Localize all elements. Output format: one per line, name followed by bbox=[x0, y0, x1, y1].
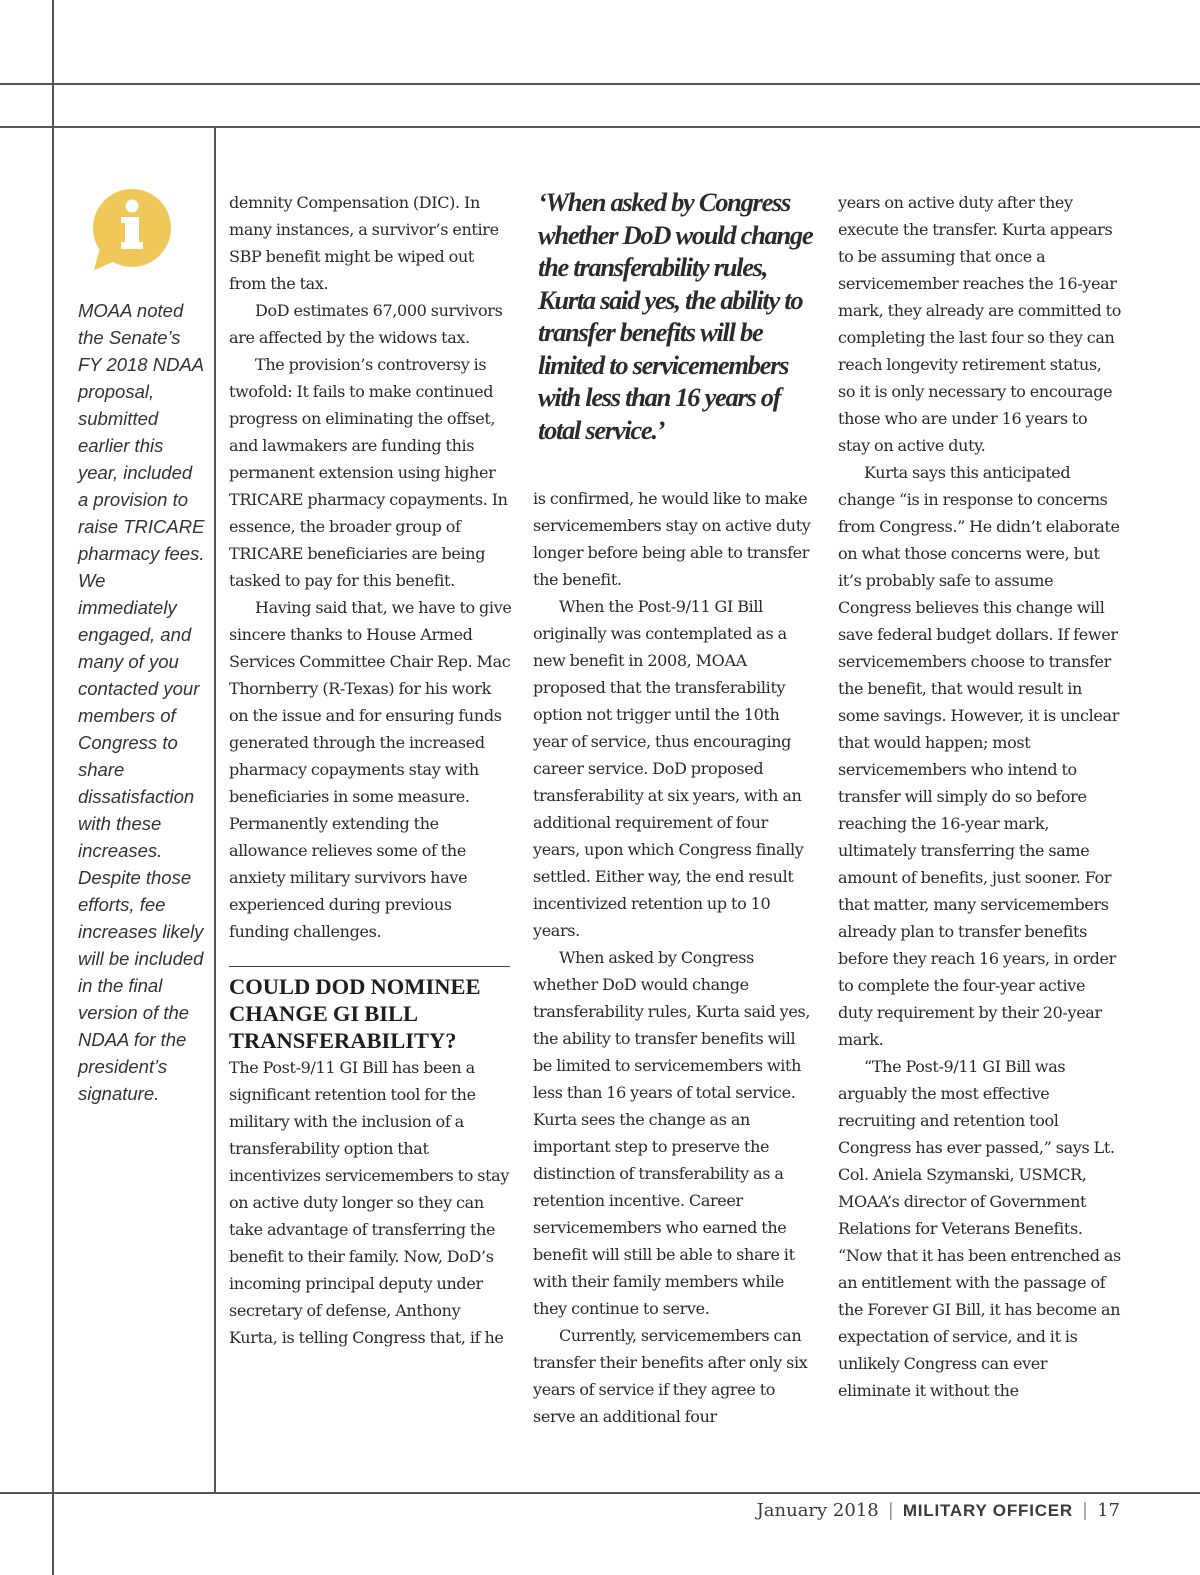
page-footer bbox=[757, 1500, 1120, 1521]
paragraph: The provision’s controversy is twofold: It fails to make continued progress on eliminating the offset, and lawmakers are funding this permanent extension using higher TRICARE pharmacy copayments. In essence, the broader group of TRICARE beneficiaries are being tasked to pay for this benefit. bbox=[229, 355, 508, 590]
paragraph: When asked by Congress whether DoD would change transferability rules, Kurta said yes, the ability to transfer benefits will be limited to servicemembers with less than 16 years of total service. Kurta sees the change as an important step to preserve the distinction of transferability as a retention incentive. Career servicemembers who earned the benefit will still be able to share it with their family members while they continue to serve. bbox=[533, 948, 811, 1318]
top-rule bbox=[0, 83, 1200, 85]
paragraph: is confirmed, he would like to make servicemembers stay on active duty longer before being able to transfer the benefit. bbox=[533, 489, 811, 589]
footer-date: January 2018 bbox=[756, 1500, 879, 1521]
footer-rule bbox=[0, 1492, 1200, 1494]
section-subhead: COULD DOD NOMINEE CHANGE GI BILL TRANSFERABILITY? bbox=[229, 974, 481, 1053]
article-column-3 bbox=[838, 189, 1122, 1404]
left-margin-rule bbox=[52, 0, 54, 1575]
sidebar-note: MOAA noted the Senate’s FY 2018 NDAA proposal, submitted earlier this year, included a provision to raise TRICARE pharmacy fees. We immediately engaged, and many of you contacted your members of Congress to share dissatisfaction with these increases. Despite those efforts, fee increases likely will be included in the final version of the NDAA for the president’s signature. bbox=[78, 300, 205, 1104]
footer-publication: MILITARY OFFICER bbox=[902, 1501, 1074, 1520]
paragraph: years on active duty after they execute the transfer. Kurta appears to be assuming that once a servicemember reaches the 16-year mark, they already are committed to completing the last four so they can reach longevity retirement status, so it is only necessary to encourage those who are under 16 years to stay on active duty. bbox=[838, 193, 1122, 455]
paragraph: demnity Compensation (DIC). In many instances, a survivor’s entire SBP benefit might be wiped out from the tax. bbox=[229, 193, 499, 293]
paragraph: The Post-9/11 GI Bill has been a significant retention tool for the military with the inclusion of a transferability option that incentivizes servicemembers to stay on active duty longer so they can take advantage of transferring the benefit to their family. Now, DoD’s incoming principal deputy under secretary of defense, Anthony Kurta, is telling Congress that, if he bbox=[229, 1058, 510, 1347]
header-rule bbox=[0, 126, 1200, 128]
paragraph: “The Post-9/11 GI Bill was arguably the most effective recruiting and retention tool Congress has ever passed,” says Lt. Col. Aniela Szymanski, USMCR, MOAA’s director of Government Relations for Veterans Benefits. “Now that it has been entrenched as an entitlement with the passage of the Forever GI Bill, it has become an expectation of service, and it is unlikely Congress can ever eliminate it without the bbox=[838, 1057, 1121, 1400]
info-icon bbox=[88, 186, 176, 276]
footer-separator: | bbox=[1082, 1500, 1089, 1521]
subhead-rule bbox=[229, 966, 510, 967]
pull-quote: ‘When asked by Congress whether DoD would change the transferability rules, Kurta said yes, the ability to transfer benefits will be limited to servicemembers with less than 16 years of total service.’ bbox=[538, 187, 813, 445]
page-number: 17 bbox=[1097, 1500, 1120, 1521]
paragraph: Having said that, we have to give sincere thanks to House Armed Services Committee Chair Rep. Mac Thornberry (R-Texas) for his work on the issue and for ensuring funds generated through the increased pharmacy copayments stay with beneficiaries in some measure. Permanently extending the allowance relieves some of the anxiety military survivors have experienced during previous funding challenges. bbox=[229, 598, 512, 941]
footer-separator: | bbox=[887, 1500, 894, 1521]
sidebar-divider-rule bbox=[214, 126, 216, 1494]
paragraph: When the Post-9/11 GI Bill originally was contemplated as a new benefit in 2008, MOAA proposed that the transferability option not trigger until the 10th year of service, thus encouraging career service. DoD proposed transferability at six years, with an additional requirement of four years, upon which Congress finally settled. Either way, the end result incentivized retention up to 10 years. bbox=[533, 597, 804, 940]
article-column-2 bbox=[533, 485, 817, 1430]
paragraph: Kurta says this anticipated change “is in response to concerns from Congress.” He didn’t elaborate on what those concerns were, but it’s probably safe to assume Congress believes this change will save federal budget dollars. If fewer servicemembers choose to transfer the benefit, that would result in some savings. However, it is unclear that would happen; most servicemembers who intend to transfer will simply do so before reaching the 16-year mark, ultimately transferring the same amount of benefits, just sooner. For that matter, many servicemembers already plan to transfer benefits before they reach 16 years, in order to complete the four-year active duty requirement by their 20-year mark. bbox=[838, 463, 1120, 1049]
article-column-1 bbox=[229, 189, 512, 1351]
paragraph: DoD estimates 67,000 survivors are affected by the widows tax. bbox=[229, 301, 503, 347]
paragraph: Currently, servicemembers can transfer their benefits after only six years of service if they agree to serve an additional four bbox=[533, 1326, 808, 1426]
